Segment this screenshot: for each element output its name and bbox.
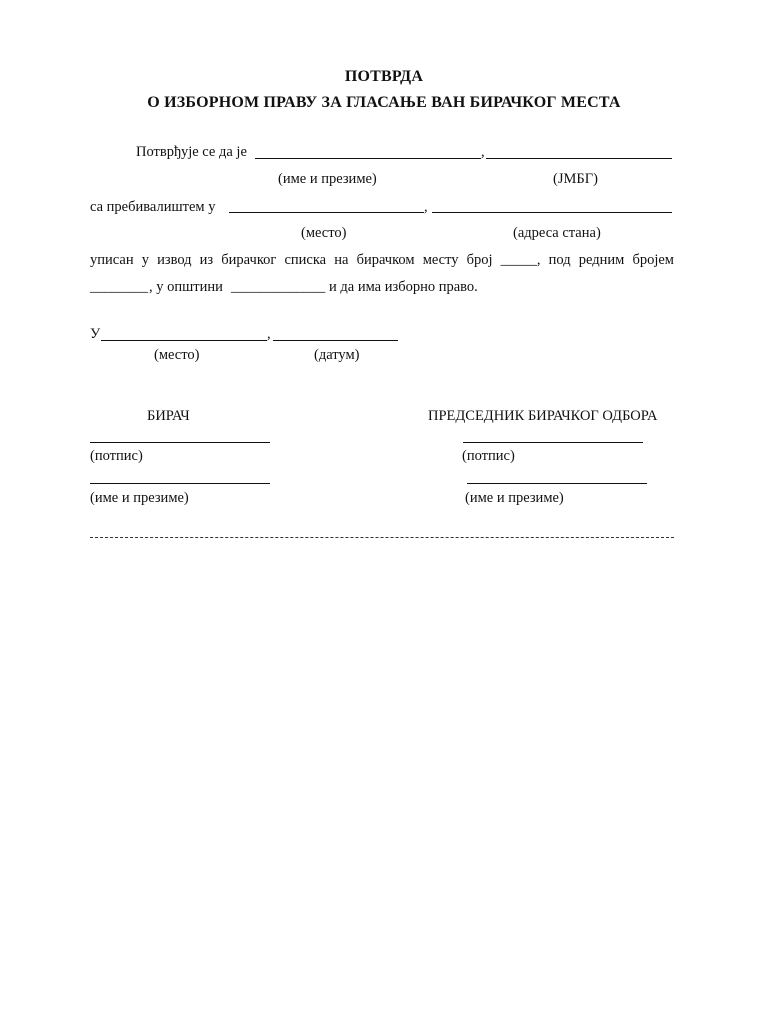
date-caption: (датум) — [314, 347, 360, 363]
row2-comma: , — [424, 199, 428, 215]
president-signature-line[interactable] — [463, 442, 643, 443]
residence-address-line[interactable] — [432, 212, 672, 213]
document-subtitle: О ИЗБОРНОМ ПРАВУ ЗА ГЛАСАЊЕ ВАН БИРАЧКОГ МЕСТА — [147, 94, 621, 111]
voter-name-caption: (име и презиме) — [90, 490, 189, 506]
place-line[interactable] — [101, 340, 267, 341]
word: на — [334, 252, 349, 268]
polling-station-number-blank[interactable]: _____, — [500, 252, 541, 268]
voter-name-line[interactable] — [90, 483, 270, 484]
jmbg-field-line[interactable] — [486, 158, 672, 159]
document-title: ПОТВРДА — [344, 68, 424, 85]
word: уписан — [90, 252, 134, 268]
municipality-text: , у општини — [149, 279, 223, 295]
row5-comma: , — [267, 326, 271, 342]
word: списка — [284, 252, 327, 268]
word: редним — [578, 252, 625, 268]
residence-place-caption: (место) — [301, 225, 347, 241]
municipality-blank[interactable]: _____________ — [231, 279, 326, 295]
place-caption: (место) — [154, 347, 200, 363]
word: месту — [422, 252, 459, 268]
residence-place-line[interactable] — [229, 212, 424, 213]
word: извод — [157, 252, 192, 268]
residence-text: са пребивалиштем у — [90, 199, 216, 215]
voter-signature-line[interactable] — [90, 442, 270, 443]
president-name-line[interactable] — [467, 483, 647, 484]
in-prefix: У — [90, 326, 101, 342]
row1-comma: , — [481, 144, 485, 160]
name-field-line[interactable] — [255, 158, 481, 159]
voter-signature-caption: (потпис) — [90, 448, 143, 464]
voting-right-text: и да има изборно право. — [329, 279, 478, 295]
cut-line-divider — [90, 537, 674, 538]
name-caption: (име и презиме) — [278, 171, 377, 187]
word: број — [466, 252, 493, 268]
word: бирачког — [221, 252, 277, 268]
word: под — [548, 252, 571, 268]
word: бројем — [632, 252, 674, 268]
residence-address-caption: (адреса стана) — [513, 225, 601, 241]
date-line[interactable] — [273, 340, 398, 341]
confirm-text: Потврђује се да је — [136, 144, 247, 160]
serial-number-blank[interactable]: ________ — [90, 279, 148, 295]
jmbg-caption: (ЈМБГ) — [553, 171, 598, 187]
word: из — [199, 252, 214, 268]
polling-station-sentence — [90, 251, 674, 269]
word: бирачком — [356, 252, 415, 268]
word: у — [141, 252, 149, 268]
president-name-caption: (име и презиме) — [465, 490, 564, 506]
president-signature-caption: (потпис) — [462, 448, 515, 464]
president-title: ПРЕДСЕДНИК БИРАЧКОГ ОДБОРА — [428, 408, 658, 424]
voter-title: БИРАЧ — [147, 408, 190, 424]
